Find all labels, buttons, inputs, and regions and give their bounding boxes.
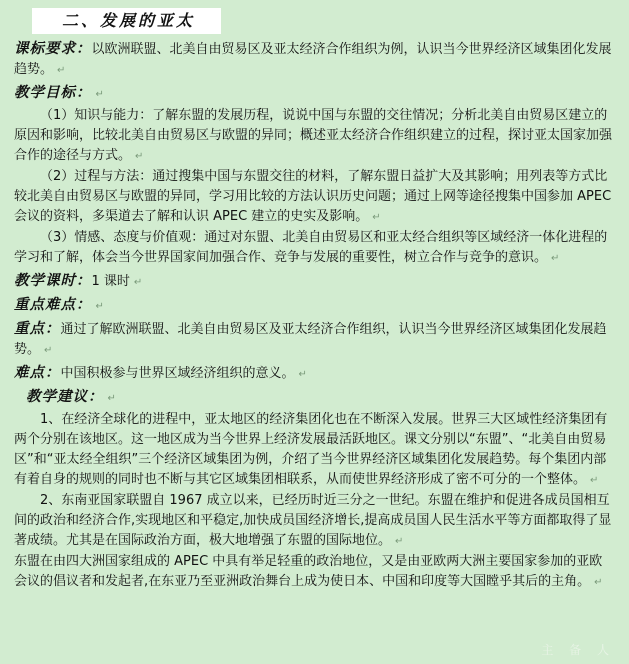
focus-line — [14, 319, 613, 361]
key-points-heading — [14, 295, 613, 317]
suggestion-paragraph-2: 2、东南亚国家联盟自 1967 成立以来，已经历时近三分之一世纪。东盟在维护和促进各成员国相互间的政治和经济合作,实现地区和平稳定,加快成员国经济增长,提高成员国人民生活水平等方面都取得了显著成绩。尤其是在国际政治方面，极大地增强了东盟的国际地位。 ↵ — [14, 493, 612, 548]
paragraph-mark-icon: ↵ — [372, 212, 381, 223]
period-label: 教学课时： — [14, 272, 92, 289]
section-title: 二、发展的亚太 — [32, 8, 221, 34]
paragraph-mark-icon: ↵ — [95, 301, 104, 312]
objectives-label: 教学目标： — [14, 84, 92, 101]
suggestions-heading — [14, 387, 613, 409]
paragraph-mark-icon: ↵ — [298, 369, 307, 380]
paragraph-mark-icon: ↵ — [135, 151, 144, 162]
requirement-line — [14, 39, 613, 81]
paragraph-mark-icon: ↵ — [107, 393, 116, 404]
suggestions-label: 教学建议： — [26, 388, 104, 405]
requirement-text: 以欧洲联盟、北美自由贸易区及亚太经济合作组织为例，认识当今世界经济区域集团化发展趋势。 — [14, 42, 612, 77]
objective-item-3: （3）情感、态度与价值观：通过对东盟、北美自由贸易区和亚太经合组织等区域经济一体化进程的学习和了解，体会当今世界国家间加强合作、竞争与发展的重要性，树立合作与竞争的意识。 ↵ — [14, 230, 608, 265]
suggestion-paragraph-3: 东盟在由四大洲国家组成的 APEC 中具有举足轻重的政治地位，又是由亚欧两大洲主要国家参加的亚欧会议的倡议者和发起者,在东亚乃至亚洲政治舞台上成为使日本、中国和印度等大国瞠乎其后的主角。 ↵ — [14, 554, 603, 589]
key-points-label: 重点难点： — [14, 296, 92, 313]
suggestion-paragraph-1: 1、在经济全球化的进程中，亚太地区的经济集团化也在不断深入发展。世界三大区域性经济集团有两个分别在该地区。这一地区成为当今世界上经济发展最活跃地区。课文分别以“东盟”、“北美自由贸易区”和“亚太经全组织”三个经济区域集团为例，介绍了当今世界经济区域集团化发展趋势。每个集团内部有着自身的规则的同时也不断与其它区域集团相联系，从而使世界经济形成了密不可分的一个整体。 ↵ — [14, 412, 608, 487]
difficulty-text: 中国积极参与世界区域经济组织的意义。 — [60, 366, 295, 381]
difficulty-line — [14, 363, 613, 385]
paragraph-mark-icon: ↵ — [594, 577, 603, 588]
paragraph-mark-icon: ↵ — [395, 536, 404, 547]
paragraph-mark-icon: ↵ — [133, 277, 143, 288]
paragraph-mark-icon: ↵ — [551, 253, 560, 264]
requirement-label: 课标要求： — [14, 40, 92, 57]
period-text: 1 课时 — [91, 274, 130, 289]
paragraph-mark-icon: ↵ — [44, 345, 53, 356]
objectives-heading — [14, 83, 613, 105]
corner-watermark-text: 主 备 人 — [541, 643, 615, 657]
paragraph-mark-icon: ↵ — [95, 89, 104, 100]
focus-label: 重点： — [14, 320, 61, 337]
paragraph-mark-icon: ↵ — [57, 65, 66, 76]
objective-item-1: （1）知识与能力：了解东盟的发展历程，说说中国与东盟的交往情况；分析北美自由贸易区建立的原因和影响，比较北美自由贸易区与欧盟的异同；概述亚太经济合作组织建立的过程，探讨亚太国家加强合作的途径与方式。 ↵ — [14, 108, 613, 163]
period-line — [14, 271, 613, 293]
difficulty-label: 难点： — [14, 364, 61, 381]
focus-text: 通过了解欧洲联盟、北美自由贸易区及亚太经济合作组织，认识当今世界经济区域集团化发展趋势。 — [14, 322, 607, 357]
paragraph-mark-icon: ↵ — [590, 475, 599, 486]
objective-item-2: （2）过程与方法：通过搜集中国与东盟交往的材料，了解东盟日益扩大及其影响；用列表等方式比较北美自由贸易区与欧盟的异同，学习用比较的方法认识历史问题；通过上网等途径搜集中国参加 APEC 会议的资料，多渠道去了解和认识 APEC 建立的史实及影响。 ↵ — [14, 169, 612, 224]
